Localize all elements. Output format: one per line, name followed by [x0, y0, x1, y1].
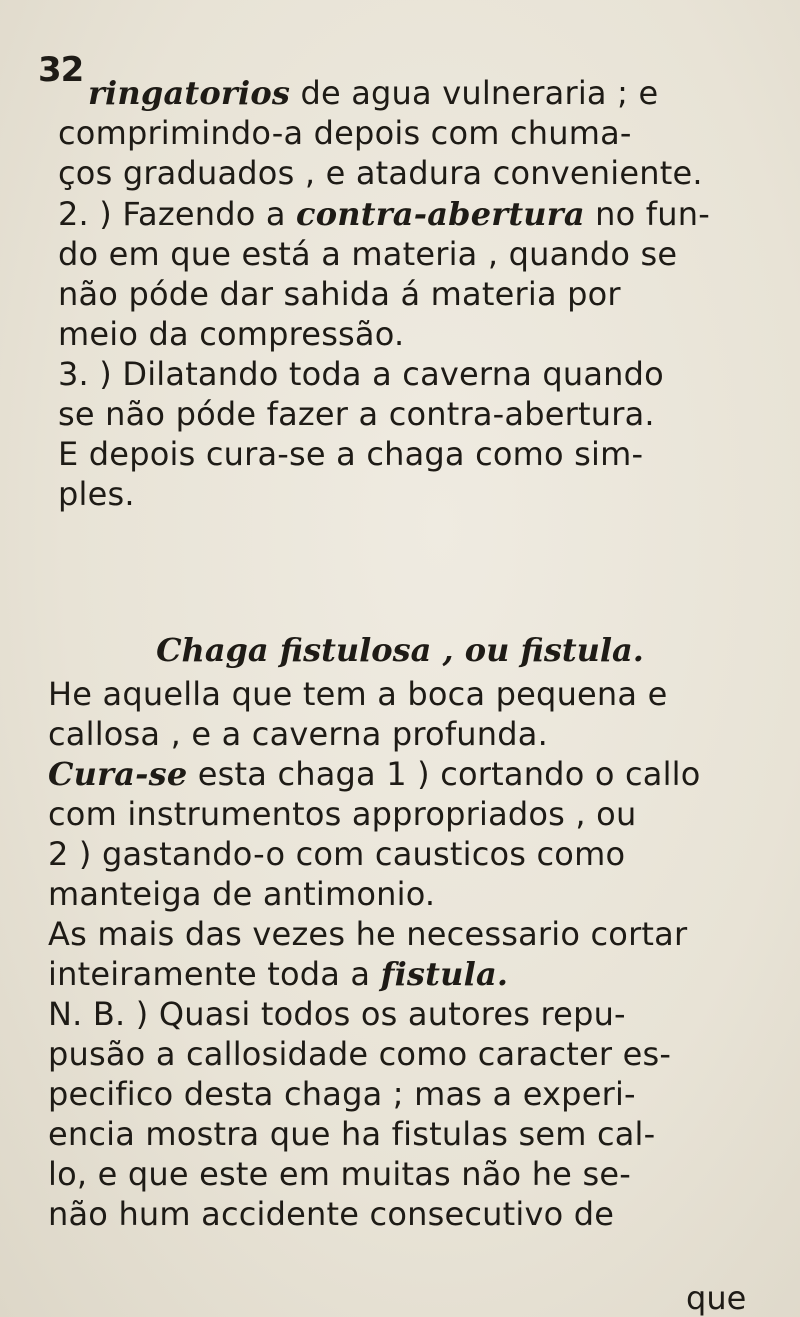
text-run: do em que está a materia , quando se [58, 235, 678, 273]
text-line [48, 1034, 671, 1074]
text-line [48, 1154, 631, 1194]
text-run: de agua vulneraria ; e [290, 74, 659, 112]
text-run: inteiramente toda a [48, 955, 381, 993]
text-line [58, 474, 135, 514]
text-run: ços graduados , e atadura conveniente. [58, 154, 703, 192]
text-line [58, 354, 664, 394]
text-line [58, 394, 655, 434]
text-run: pusão a callosidade como caracter es- [48, 1035, 672, 1073]
text-run: esta chaga 1 ) cortando o callo [187, 755, 701, 793]
text-run: lo, e que este em muitas não he se- [48, 1155, 631, 1193]
text-line [48, 954, 508, 994]
text-line [58, 234, 677, 274]
text-line [48, 794, 636, 834]
text-run: comprimindo-a depois com chuma- [58, 114, 632, 152]
text-run: 2. ) Fazendo a [58, 195, 297, 233]
text-line [48, 1074, 636, 1114]
italic-run: Cura-se [48, 755, 188, 793]
text-run: não hum accidente consecutivo de [48, 1195, 615, 1233]
text-line [58, 274, 621, 314]
italic-run: contra-abertura [296, 195, 585, 233]
page-number: 32 [38, 50, 84, 90]
text-line [58, 314, 404, 354]
text-run: He aquella que tem a boca pequena e [48, 675, 668, 713]
text-run: As mais das vezes he necessario cortar [48, 915, 688, 953]
text-line [48, 834, 625, 874]
italic-run: ringatorios [88, 74, 291, 112]
italic-run: fistula. [380, 955, 509, 993]
catchword: que [686, 1279, 747, 1317]
text-line [48, 714, 548, 754]
text-run: manteiga de antimonio. [48, 875, 436, 913]
text-run: se não póde fazer a contra-abertura. [58, 395, 655, 433]
text-run: N. B. ) Quasi todos os autores repu- [48, 995, 626, 1033]
text-line [58, 434, 643, 474]
text-line [58, 153, 703, 193]
text-run: no fun- [584, 195, 710, 233]
text-line [58, 113, 632, 153]
text-run: com instrumentos appropriados , ou [48, 795, 637, 833]
text-run: meio da compressão. [58, 315, 405, 353]
section-heading: Chaga fistulosa , ou fistula. [156, 631, 644, 669]
text-run: 3. ) Dilatando toda a caverna quando [58, 355, 664, 393]
text-line [48, 874, 435, 914]
text-line [88, 73, 658, 113]
text-run: E depois cura-se a chaga como sim- [58, 435, 644, 473]
text-line [48, 1194, 614, 1234]
text-run: não póde dar sahida á materia por [58, 275, 621, 313]
text-run: callosa , e a caverna profunda. [48, 715, 548, 753]
text-line [48, 914, 687, 954]
text-line [48, 994, 626, 1034]
text-line [48, 1114, 655, 1154]
text-run: pecifico desta chaga ; mas a experi- [48, 1075, 636, 1113]
text-line [48, 754, 701, 794]
text-run: 2 ) gastando-o com causticos como [48, 835, 626, 873]
text-run: encia mostra que ha fistulas sem cal- [48, 1115, 656, 1153]
text-line [58, 194, 710, 234]
text-line [48, 674, 667, 714]
text-run: ples. [58, 475, 135, 513]
